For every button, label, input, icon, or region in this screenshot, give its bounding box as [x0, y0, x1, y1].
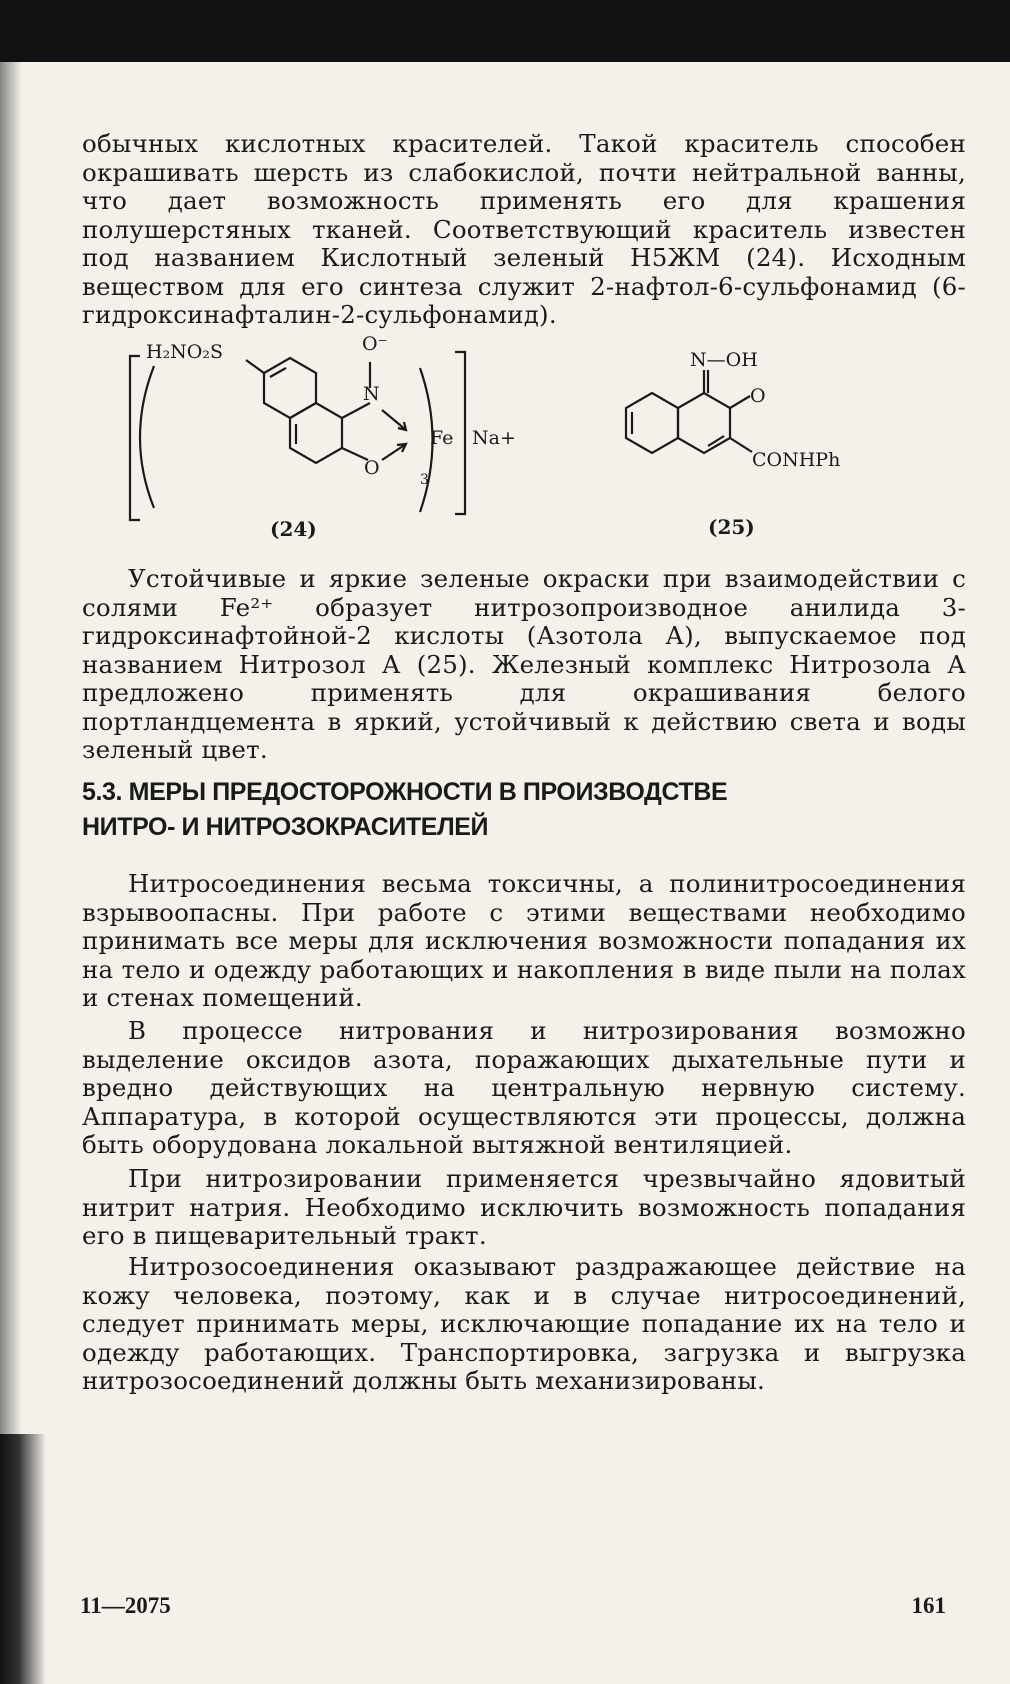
footer-signature: 11—2075	[80, 1593, 171, 1618]
subscript-label: 3	[420, 472, 429, 488]
intro-paragraph: обычных кислотных красителей. Такой краситель способен окрашивать шерсть из слабокислой, почти нейтральной ванны, что дает возможность применять его для крашения полушерстяных тканей. Соответствующий краситель известен под названием Кислотный зеленый Н5ЖМ (24). Исходным веществом для его синтеза служит 2-нафтол-6-сульфонамид (6-гидроксинафталин-2-сульфонамид).	[82, 129, 966, 329]
paragraph-fe-complex: Устойчивые и яркие зеленые окраски при взаимодействии с солями Fe²⁺ образует нитрозопроизводное анилида 3-гидроксинафтойной-2 кислоты (Азотола А), выпускаемое под названием Нитрозол А (25). Железный комплекс Нитрозола А предложено применять для окрашивания белого портландцемента в яркий, устойчивый к действию света и воды зеленый цвет.	[82, 564, 966, 764]
oxime-label: N—OH	[690, 349, 758, 371]
paragraph-toxicity: Нитросоединения весьма токсичны, а полинитросоединения взрывоопасны. При работе с этими веществами необходимо принимать все меры для исключения возможности попадания их на тело и одежду работающих и накопления в виде пыли на полах и стенах помещений.	[82, 869, 966, 1012]
paragraph-nitrite: При нитрозировании применяется чрезвычайно ядовитый нитрит натрия. Необходимо исключить возможность попадания его в пищеварительный тракт.	[82, 1164, 966, 1250]
section-heading-line-2: НИТРО- И НИТРОЗОКРАСИТЕЛЕЙ	[82, 813, 489, 841]
section-heading-line-1: 5.3. МЕРЫ ПРЕДОСТОРОЖНОСТИ В ПРОИЗВОДСТВЕ	[82, 778, 728, 806]
page-number: 161	[911, 1593, 946, 1618]
compound25-ring-right	[678, 393, 730, 453]
chemical-structures-figure	[120, 333, 940, 553]
carbonyl-label: O	[750, 385, 766, 407]
naphthalene-ring-right	[290, 403, 342, 463]
scan-corner-shadow	[0, 1434, 46, 1684]
compound-24-label: (24)	[270, 517, 317, 541]
compound-25-label: (25)	[708, 515, 755, 539]
substituent-label: H₂NO₂S	[146, 341, 224, 363]
compound25-ring-left	[626, 393, 678, 453]
scan-top-border	[0, 0, 1010, 62]
o-minus-label: O⁻	[362, 333, 388, 355]
paren-left	[140, 366, 154, 508]
chemical-structures-svg	[120, 333, 940, 553]
fe-label: Fe	[430, 427, 454, 449]
outer-bracket-left	[130, 356, 140, 520]
naphthalene-ring-left	[264, 358, 316, 418]
amide-label: CONHPh	[752, 449, 841, 471]
outer-bracket-right	[455, 352, 465, 514]
paragraph-nitration: В процессе нитрования и нитрозирования возможно выделение оксидов азота, поражающих дыхательные пути и вредно действующих на центральную нервную систему. Аппаратура, в которой осуществляются эти процессы, должна быть оборудована локальной вытяжной вентиляцией.	[82, 1016, 966, 1159]
paragraph-nitroso: Нитрозосоединения оказывают раздражающее действие на кожу человека, поэтому, как и в случае нитросоединений, следует принимать меры, исключающие попадание их на тело и одежду работающих. Транспортировка, загрузка и выгрузка нитрозосоединений должны быть механизированы.	[82, 1252, 966, 1395]
counter-ion-label: Na+	[472, 427, 516, 449]
n-atom-label: N	[363, 383, 380, 405]
o-atom-label: O	[364, 457, 380, 479]
